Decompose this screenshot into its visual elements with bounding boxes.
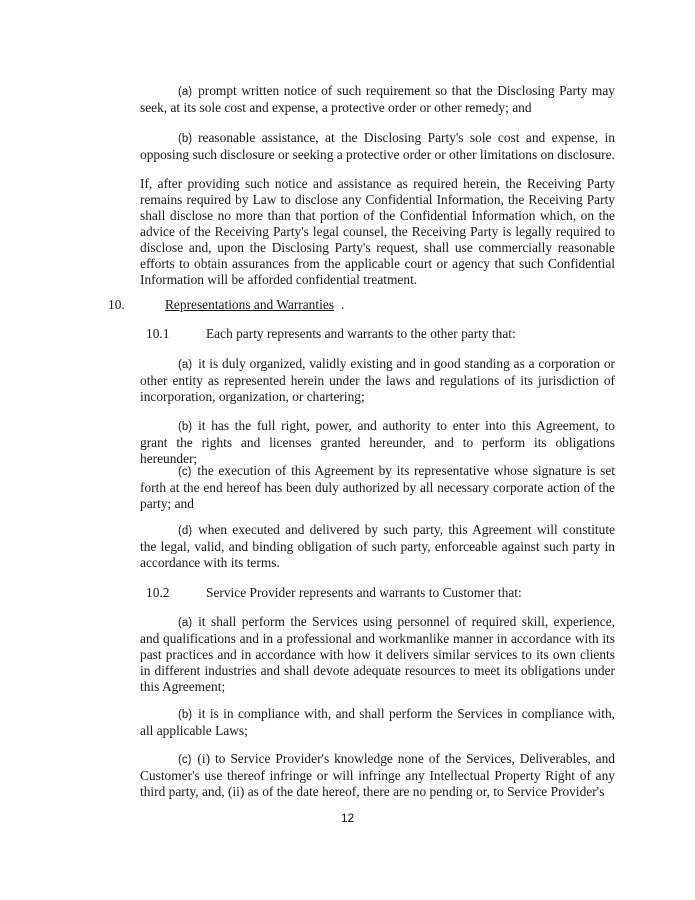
clause-text: reasonable assistance, at the Disclosing Party's sole cost and expense, in opposing such disclosure or seeking a protective order or other limitations on disclosure. (140, 130, 615, 162)
clause-marker: (a) (178, 359, 193, 371)
clause-text: the execution of this Agreement by its representative whose signature is set forth at the end hereof has been duly authorized by all necessary corporate action of the party; and (140, 463, 615, 511)
clause-text: when executed and delivered by such party, this Agreement will constitute the legal, valid, and binding obligation of such party, enforceable against such party in accordance with its terms. (140, 522, 615, 570)
clause-marker: (a) (178, 617, 193, 629)
clause-marker: (a) (178, 86, 193, 98)
clause-marker: (c) (178, 754, 192, 766)
clause-item (140, 751, 615, 800)
body-paragraph: If, after providing such notice and assistance as required herein, the Receiving Party remains required by Law to disclose any Confidential Information, the Receiving Party shall disclose no more than that portion of the Confidential Information which, on the advice of the Receiving Party's legal counsel, the Receiving Party is legally required to disclose and, upon the Disclosing Party's request, shall use commercially reasonable efforts to obtain assurances from the applicable court or agency that such Confidential Information will be afforded confidential treatment. (140, 176, 615, 287)
page-number: 12 (340, 811, 355, 825)
clause-text: it is duly organized, validly existing and in good standing as a corporation or other entity as represented herein under the laws and regulations of its jurisdiction of incorporation, organization, or chartering; (140, 356, 615, 404)
clause-item (140, 418, 615, 467)
clause-text: (i) to Service Provider's knowledge none of the Services, Deliverables, and Customer's use thereof infringe or will infringe any Intellectual Property Right of any third party, and, (ii) as of the date hereof, there are no pending or, to Service Provider's (140, 751, 615, 799)
clause-marker: (c) (178, 466, 192, 478)
clause-marker: (b) (178, 133, 193, 145)
subsection-text: Each party represents and warrants to the other party that: (206, 326, 516, 341)
clause-item (140, 130, 615, 163)
clause-item (140, 356, 615, 405)
section-title: Representations and Warranties (165, 297, 334, 312)
clause-text: it shall perform the Services using personnel of required skill, experience, and qualifications and in a professional and workmanlike manner in accordance with its past practices and in accordance with how it delivers similar services to its own clients in different industries and shall devote adequate resources to meet its obligations under this Agreement; (140, 614, 615, 694)
clause-text: it is in compliance with, and shall perform the Services in compliance with, all applicable Laws; (140, 706, 615, 738)
clause-item (140, 463, 615, 512)
clause-item (140, 706, 615, 739)
clause-text: it has the full right, power, and authority to enter into this Agreement, to grant the rights and licenses granted hereunder, and to perform its obligations hereunder; (140, 418, 615, 466)
clause-item (140, 614, 615, 695)
clause-item (140, 83, 615, 116)
section-title-period: . (341, 297, 345, 312)
clause-marker: (b) (178, 709, 193, 721)
clause-marker: (b) (178, 421, 193, 433)
subsection-number: 10.2 (146, 585, 170, 600)
clause-marker: (d) (178, 525, 193, 537)
section-number: 10. (108, 297, 125, 312)
subsection-text: Service Provider represents and warrants to Customer that: (206, 585, 522, 600)
clause-text: prompt written notice of such requirement so that the Disclosing Party may seek, at its sole cost and expense, a protective order or other remedy; and (140, 83, 615, 115)
subsection-number: 10.1 (146, 326, 170, 341)
clause-item (140, 522, 615, 571)
